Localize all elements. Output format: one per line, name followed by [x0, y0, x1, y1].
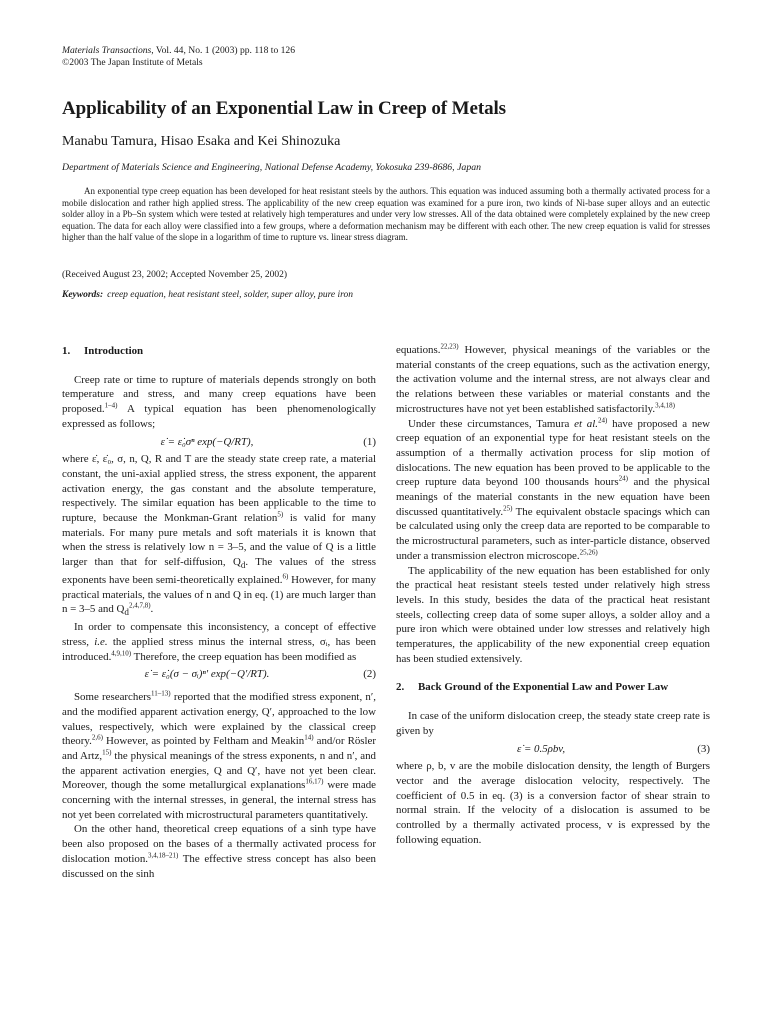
- paragraph: where ε̇, ε̇₀, σ, n, Q, R and T are the steady state creep rate, a material constant, the uni-axial applied stress, the stress exponent, the apparent activation energy, the gas constant and the absolute temperature, respectively. The similar equation has been applicable to the time to rupture, because the Monkman-Grant relation$^{5)}$ is valid for many materials. For many pure metals and soft materials it is known that when the stress is relatively low n = 3–5, and the value of Q is a little larger than that for self-diffusion, $Q_d$. The values of the stress exponents have been semi-theoretically explained.$^{6)}$ However, for many practical materials, the values of n and Q in eq. (1) are much larger than n = 3–5 and $Q_d^{2,4,7,8)}$.: [62, 453, 376, 618]
- paragraph: On the other hand, theoretical creep equations of a sinh type have been also proposed on the bases of a thermally activated process for dislocation motion.$^{3,4,18-21)}$ The effective stress concept has also been discussed on the sinh: [62, 823, 376, 880]
- citation-ref: 2,6): [91, 733, 103, 742]
- right-column: [396, 343, 710, 848]
- citation-ref: 22,23): [440, 342, 459, 351]
- affiliation: Department of Materials Science and Engineering, National Defense Academy, Yokosuka 239-8686, Japan: [62, 162, 482, 173]
- section-heading-introduction: 1. Introduction: [62, 345, 144, 357]
- authors: Manabu Tamura, Hisao Esaka and Kei Shinozuka: [62, 134, 341, 149]
- citation-ref: 24): [597, 415, 608, 424]
- paragraph: equations.$^{22,23)}$ However, physical meanings of the variables or the material constants of the creep equations, such as the activation energy, the activation volume and the internal stress, are not always clear and the relations between these variables or material constants and the microstructures have not yet been established satisfactorily.$^{3,4,18)}$: [396, 342, 710, 415]
- citation-ref: 5): [277, 510, 284, 519]
- citation-ref: 25,26): [579, 548, 598, 557]
- paper-title: Applicability of an Exponential Law in Creep of Metals: [62, 98, 506, 119]
- left-column: [62, 344, 376, 881]
- citation-ref: 4,9,10): [111, 649, 132, 658]
- citation-ref: 11–13): [151, 689, 171, 698]
- citation-ref: 6): [282, 572, 289, 581]
- paragraph: The applicability of the new equation has been established for only the practical heat resistant steels tested under relatively high stress levels. In this study, besides the data of the practical heat resistant steels, collecting creep data of some super alloys, a solder alloy and a pure iron which were obtained under low stresses and relatively high temperatures, the applicability of the new exponential creep equation has been studied extensively.: [396, 564, 710, 665]
- paragraph: Some researchers$^{11-13)}$ reported that the modified stress exponent, n′, and the modified apparent activation energy, Q′, approached to the low values, respectively, which were explained by the classical creep theory.$^{2,6)}$ However, as pointed by Feltham and Meakin$^{14)}$ and/or Rösler and Artz,$^{15)}$ the physical meanings of the stress exponents, n and n′, and the apparent activation energies, Q and Q′, have not yet been clear. Moreover, though the some metallurgical explanations$^{16,17)}$ were made concerning with the internal stresses, in general, the internal stress has not yet been correlated with microstructural parameters quantitatively.: [62, 689, 376, 821]
- section-heading-background: 2. Back Ground of the Exponential Law and Power Law: [396, 681, 669, 694]
- keywords-label: Keywords:: [62, 290, 104, 300]
- journal-citation: [62, 45, 295, 69]
- paragraph: In order to compensate this inconsistency, a concept of effective stress, i.e. the applied stress minus the internal stress, σᵢ, has been introduced.$^{4,9,10)}$ Therefore, the creep equation has been modified as: [62, 621, 376, 663]
- paragraph: where ρ, b, v are the mobile dislocation density, the length of Burgers vector and the average dislocation velocity, respectively. The coefficient of 0.5 in eq. (3) is a conversion factor of shear strain to normal strain. If the velocity of a dislocation is assumed to be controlled by a thermally activated process, v is expressed by the following equation.: [396, 760, 710, 846]
- copyright: ©2003 The Japan Institute of Metals: [62, 57, 203, 68]
- received-dates: (Received August 23, 2002; Accepted November 25, 2002): [62, 270, 288, 280]
- citation-ref: 3,4,18–21): [148, 851, 179, 860]
- citation-ref: 16,17): [305, 777, 324, 786]
- citation-ref: 2,4,7,8): [128, 601, 151, 610]
- paragraph: Under these circumstances, Tamura et al.$^{24)}$ have proposed a new creep equation of an exponential type for heat resistant steels on the assumption of a thermally activation process for slip motion of dislocations. The new equation has been proved to be applicable to the creep rupture data beyond 100 thousands hours$^{24)}$ and the physical meanings of the material constants in the new equation have been discussed quantitatively.$^{25)}$ The equivalent obstacle spacings which can be calculated using only the creep data are reported to be comparable to the microstructural parameters, such as inter-particle distance, observed under a transmission electron microscope.$^{25,26)}$: [396, 415, 710, 562]
- equation-2: ε̇ = ε̇₀(σ − σᵢ)ⁿ′ exp(−Q′/RT). (2): [144, 668, 376, 681]
- citation-ref: 3,4,18): [655, 401, 675, 410]
- paragraph: Creep rate or time to rupture of materials depends strongly on both temperature and stress, and many creep equations have been proposed.$^{1-4)}$ A typical equation has been phenomenologically expressed as follows;: [62, 373, 376, 430]
- citation-ref: 24): [618, 474, 628, 483]
- journal-volume: , Vol. 44, No. 1 (2003) pp. 118 to 126: [151, 45, 296, 56]
- journal-name: Materials Transactions: [62, 45, 152, 56]
- paragraph: In case of the uniform dislocation creep, the steady state creep rate is given by: [396, 710, 710, 737]
- abstract: An exponential type creep equation has been developed for heat resistant steels by the authors. This equation was induced assuming both a thermally activated process for a mobile dislocation and rather high applied stress. The applicability of the new creep equation was examined for a pure iron, two kinds of Ni-base super alloys and an eutectic solder alloy in a Pb–Sn system which were tested at relatively high temperatures and under very low stresses. All of the data obtained were completely explained by the new creep equation. The data for each alloy were classified into a few groups, where a deformation mechanism may be different with each other. The new creep equation is valid for stresses higher than the half value of the slope in a logarithm of time to rupture vs. linear stress diagram.: [62, 186, 710, 243]
- citation-ref: 15): [102, 748, 112, 757]
- citation-ref: 1–4): [104, 401, 118, 410]
- keywords: [62, 290, 353, 300]
- equation-1: ε̇ = ε̇₀σⁿ exp(−Q/RT), (1): [160, 435, 376, 448]
- equation-3: ε̇ = 0.5ρbv, (3): [516, 742, 710, 755]
- citation-ref: 14): [304, 733, 314, 742]
- citation-ref: 25): [503, 504, 513, 513]
- keywords-value: creep equation, heat resistant steel, solder, super alloy, pure iron: [107, 290, 353, 300]
